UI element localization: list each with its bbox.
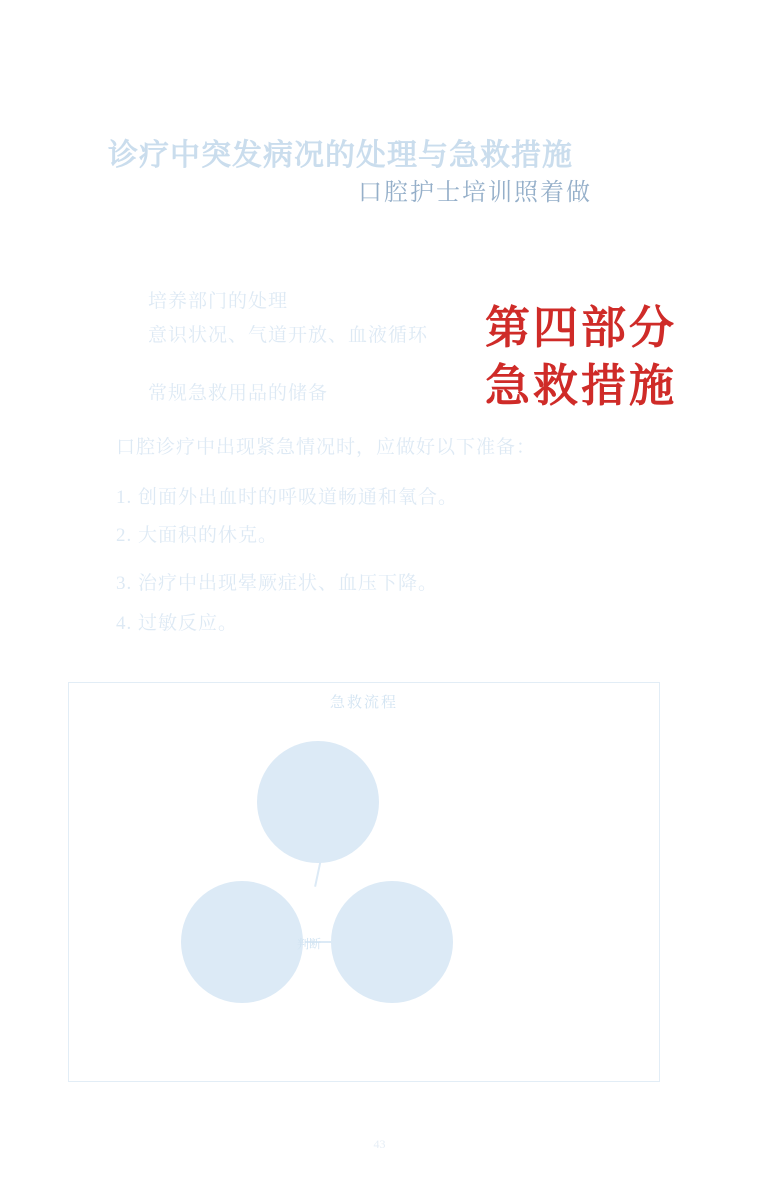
page-title	[485, 300, 677, 415]
bleed-through-line: 培养部门的处理	[148, 291, 289, 312]
bleed-through-subtitle: 口腔护士培训照着做	[358, 180, 592, 206]
bleed-through-line: 1. 创面外出血时的呼吸道畅通和氧合。	[116, 487, 459, 508]
bleed-through-title: 诊疗中突发病况的处理与急救措施	[108, 139, 573, 172]
figure-circle	[331, 881, 453, 1003]
page-number: 43	[373, 1137, 386, 1151]
part-heading-line-1: 第四部分	[484, 303, 677, 353]
bleed-through-line: 3. 治疗中出现晕厥症状、血压下降。	[116, 573, 439, 594]
part-heading-line-2: 急救措施	[484, 360, 677, 411]
bleed-through-line: 口腔诊疗中出现紧急情况时，应做好以下准备：	[116, 437, 537, 458]
figure-mini-label: 判断	[297, 937, 322, 951]
bleed-through-line: 常规急救用品的储备	[148, 383, 329, 404]
bleed-through-line: 4. 过敏反应。	[116, 613, 239, 634]
bleed-through-line: 2. 大面积的休克。	[116, 525, 279, 546]
bleed-through-line: 意识状况、气道开放、血液循环	[148, 325, 429, 346]
bleed-through-figure	[68, 682, 660, 1082]
figure-caption: 急救流程	[329, 695, 399, 711]
figure-connector	[314, 859, 322, 887]
figure-circle	[181, 881, 303, 1003]
figure-circle	[257, 741, 379, 863]
